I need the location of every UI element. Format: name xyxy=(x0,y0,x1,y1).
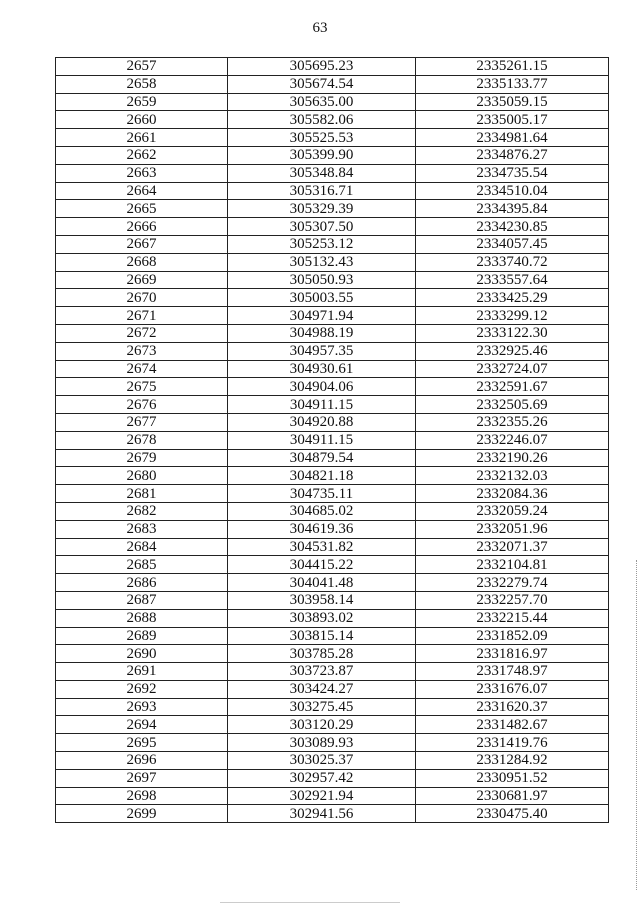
point-number-cell: 2661 xyxy=(56,129,228,147)
x-coordinate-cell: 304988.19 xyxy=(228,324,416,342)
y-coordinate-cell: 2331816.97 xyxy=(416,645,609,663)
x-coordinate-cell: 305132.43 xyxy=(228,253,416,271)
y-coordinate-cell: 2332051.96 xyxy=(416,520,609,538)
point-number-cell: 2674 xyxy=(56,360,228,378)
x-coordinate-cell: 304041.48 xyxy=(228,574,416,592)
table-row xyxy=(56,360,609,378)
x-coordinate-cell: 305050.93 xyxy=(228,271,416,289)
table-row xyxy=(56,680,609,698)
table-row xyxy=(56,645,609,663)
y-coordinate-cell: 2332132.03 xyxy=(416,467,609,485)
table-row xyxy=(56,253,609,271)
point-number-cell: 2688 xyxy=(56,609,228,627)
table-row xyxy=(56,129,609,147)
y-coordinate-cell: 2332591.67 xyxy=(416,378,609,396)
y-coordinate-cell: 2332084.36 xyxy=(416,485,609,503)
point-number-cell: 2690 xyxy=(56,645,228,663)
table-row xyxy=(56,716,609,734)
y-coordinate-cell: 2334057.45 xyxy=(416,235,609,253)
x-coordinate-cell: 305003.55 xyxy=(228,289,416,307)
y-coordinate-cell: 2332257.70 xyxy=(416,591,609,609)
y-coordinate-cell: 2334876.27 xyxy=(416,146,609,164)
table-row xyxy=(56,609,609,627)
x-coordinate-cell: 303275.45 xyxy=(228,698,416,716)
x-coordinate-cell: 305525.53 xyxy=(228,129,416,147)
x-coordinate-cell: 303089.93 xyxy=(228,734,416,752)
x-coordinate-cell: 304904.06 xyxy=(228,378,416,396)
y-coordinate-cell: 2330681.97 xyxy=(416,787,609,805)
point-number-cell: 2660 xyxy=(56,111,228,129)
x-coordinate-cell: 305253.12 xyxy=(228,235,416,253)
x-coordinate-cell: 304735.11 xyxy=(228,485,416,503)
table-row xyxy=(56,449,609,467)
y-coordinate-cell: 2333425.29 xyxy=(416,289,609,307)
y-coordinate-cell: 2331620.37 xyxy=(416,698,609,716)
x-coordinate-cell: 303120.29 xyxy=(228,716,416,734)
point-number-cell: 2681 xyxy=(56,485,228,503)
x-coordinate-cell: 303723.87 xyxy=(228,663,416,681)
y-coordinate-cell: 2335005.17 xyxy=(416,111,609,129)
x-coordinate-cell: 303893.02 xyxy=(228,609,416,627)
table-row xyxy=(56,734,609,752)
table-row xyxy=(56,200,609,218)
table-row xyxy=(56,271,609,289)
table-row xyxy=(56,307,609,325)
point-number-cell: 2680 xyxy=(56,467,228,485)
scan-edge-artifact xyxy=(634,560,637,890)
point-number-cell: 2672 xyxy=(56,324,228,342)
point-number-cell: 2687 xyxy=(56,591,228,609)
y-coordinate-cell: 2332925.46 xyxy=(416,342,609,360)
point-number-cell: 2670 xyxy=(56,289,228,307)
bottom-scan-line xyxy=(220,902,400,903)
table-row xyxy=(56,396,609,414)
x-coordinate-cell: 304821.18 xyxy=(228,467,416,485)
y-coordinate-cell: 2331852.09 xyxy=(416,627,609,645)
point-number-cell: 2679 xyxy=(56,449,228,467)
y-coordinate-cell: 2333557.64 xyxy=(416,271,609,289)
x-coordinate-cell: 305329.39 xyxy=(228,200,416,218)
x-coordinate-cell: 304531.82 xyxy=(228,538,416,556)
point-number-cell: 2683 xyxy=(56,520,228,538)
y-coordinate-cell: 2334230.85 xyxy=(416,218,609,236)
table-row xyxy=(56,164,609,182)
table-row xyxy=(56,591,609,609)
table-row xyxy=(56,520,609,538)
point-number-cell: 2667 xyxy=(56,235,228,253)
table-row xyxy=(56,502,609,520)
y-coordinate-cell: 2332505.69 xyxy=(416,396,609,414)
point-number-cell: 2691 xyxy=(56,663,228,681)
x-coordinate-cell: 305307.50 xyxy=(228,218,416,236)
x-coordinate-cell: 305582.06 xyxy=(228,111,416,129)
table-row xyxy=(56,467,609,485)
table-row xyxy=(56,413,609,431)
table-row xyxy=(56,146,609,164)
table-row xyxy=(56,574,609,592)
x-coordinate-cell: 304911.15 xyxy=(228,431,416,449)
table-row xyxy=(56,431,609,449)
point-number-cell: 2698 xyxy=(56,787,228,805)
x-coordinate-cell: 303958.14 xyxy=(228,591,416,609)
y-coordinate-cell: 2334510.04 xyxy=(416,182,609,200)
x-coordinate-cell: 305674.54 xyxy=(228,75,416,93)
x-coordinate-cell: 302941.56 xyxy=(228,805,416,823)
table-row xyxy=(56,182,609,200)
y-coordinate-cell: 2333122.30 xyxy=(416,324,609,342)
y-coordinate-cell: 2332246.07 xyxy=(416,431,609,449)
point-number-cell: 2699 xyxy=(56,805,228,823)
point-number-cell: 2658 xyxy=(56,75,228,93)
y-coordinate-cell: 2332104.81 xyxy=(416,556,609,574)
point-number-cell: 2668 xyxy=(56,253,228,271)
table-row xyxy=(56,93,609,111)
x-coordinate-cell: 305348.84 xyxy=(228,164,416,182)
y-coordinate-cell: 2332215.44 xyxy=(416,609,609,627)
y-coordinate-cell: 2332355.26 xyxy=(416,413,609,431)
table-row xyxy=(56,378,609,396)
x-coordinate-cell: 304619.36 xyxy=(228,520,416,538)
x-coordinate-cell: 305399.90 xyxy=(228,146,416,164)
x-coordinate-cell: 303025.37 xyxy=(228,752,416,770)
point-number-cell: 2666 xyxy=(56,218,228,236)
x-coordinate-cell: 305635.00 xyxy=(228,93,416,111)
y-coordinate-cell: 2332059.24 xyxy=(416,502,609,520)
point-number-cell: 2689 xyxy=(56,627,228,645)
y-coordinate-cell: 2331482.67 xyxy=(416,716,609,734)
x-coordinate-cell: 303424.27 xyxy=(228,680,416,698)
table-row xyxy=(56,324,609,342)
point-number-cell: 2675 xyxy=(56,378,228,396)
table-row xyxy=(56,235,609,253)
x-coordinate-cell: 304971.94 xyxy=(228,307,416,325)
point-number-cell: 2678 xyxy=(56,431,228,449)
x-coordinate-cell: 303785.28 xyxy=(228,645,416,663)
point-number-cell: 2694 xyxy=(56,716,228,734)
y-coordinate-cell: 2332279.74 xyxy=(416,574,609,592)
y-coordinate-cell: 2332190.26 xyxy=(416,449,609,467)
table-row xyxy=(56,485,609,503)
table-row xyxy=(56,538,609,556)
y-coordinate-cell: 2333740.72 xyxy=(416,253,609,271)
table-row xyxy=(56,663,609,681)
y-coordinate-cell: 2333299.12 xyxy=(416,307,609,325)
table-row xyxy=(56,787,609,805)
y-coordinate-cell: 2335133.77 xyxy=(416,75,609,93)
page-number: 63 xyxy=(312,20,328,36)
x-coordinate-cell: 304685.02 xyxy=(228,502,416,520)
table-row xyxy=(56,289,609,307)
point-number-cell: 2686 xyxy=(56,574,228,592)
point-number-cell: 2693 xyxy=(56,698,228,716)
table-row xyxy=(56,752,609,770)
table-row xyxy=(56,111,609,129)
x-coordinate-cell: 304957.35 xyxy=(228,342,416,360)
point-number-cell: 2673 xyxy=(56,342,228,360)
x-coordinate-cell: 304920.88 xyxy=(228,413,416,431)
x-coordinate-cell: 304879.54 xyxy=(228,449,416,467)
x-coordinate-cell: 302957.42 xyxy=(228,769,416,787)
x-coordinate-cell: 302921.94 xyxy=(228,787,416,805)
y-coordinate-cell: 2335059.15 xyxy=(416,93,609,111)
table-row xyxy=(56,342,609,360)
table-row xyxy=(56,698,609,716)
point-number-cell: 2671 xyxy=(56,307,228,325)
y-coordinate-cell: 2330475.40 xyxy=(416,805,609,823)
point-number-cell: 2663 xyxy=(56,164,228,182)
coordinates-table-container xyxy=(55,57,608,823)
table-row xyxy=(56,627,609,645)
y-coordinate-cell: 2332724.07 xyxy=(416,360,609,378)
x-coordinate-cell: 304911.15 xyxy=(228,396,416,414)
point-number-cell: 2695 xyxy=(56,734,228,752)
table-row xyxy=(56,556,609,574)
table-row xyxy=(56,58,609,76)
point-number-cell: 2677 xyxy=(56,413,228,431)
point-number-cell: 2692 xyxy=(56,680,228,698)
point-number-cell: 2676 xyxy=(56,396,228,414)
y-coordinate-cell: 2331748.97 xyxy=(416,663,609,681)
point-number-cell: 2659 xyxy=(56,93,228,111)
table-row xyxy=(56,218,609,236)
point-number-cell: 2665 xyxy=(56,200,228,218)
y-coordinate-cell: 2331419.76 xyxy=(416,734,609,752)
y-coordinate-cell: 2334395.84 xyxy=(416,200,609,218)
point-number-cell: 2669 xyxy=(56,271,228,289)
y-coordinate-cell: 2331676.07 xyxy=(416,680,609,698)
point-number-cell: 2664 xyxy=(56,182,228,200)
y-coordinate-cell: 2335261.15 xyxy=(416,58,609,76)
point-number-cell: 2685 xyxy=(56,556,228,574)
point-number-cell: 2682 xyxy=(56,502,228,520)
y-coordinate-cell: 2332071.37 xyxy=(416,538,609,556)
x-coordinate-cell: 305695.23 xyxy=(228,58,416,76)
point-number-cell: 2684 xyxy=(56,538,228,556)
coordinates-table-body xyxy=(56,58,609,823)
y-coordinate-cell: 2334981.64 xyxy=(416,129,609,147)
x-coordinate-cell: 304930.61 xyxy=(228,360,416,378)
point-number-cell: 2662 xyxy=(56,146,228,164)
y-coordinate-cell: 2330951.52 xyxy=(416,769,609,787)
coordinates-table xyxy=(55,57,609,823)
table-row xyxy=(56,75,609,93)
y-coordinate-cell: 2331284.92 xyxy=(416,752,609,770)
point-number-cell: 2696 xyxy=(56,752,228,770)
x-coordinate-cell: 303815.14 xyxy=(228,627,416,645)
y-coordinate-cell: 2334735.54 xyxy=(416,164,609,182)
point-number-cell: 2697 xyxy=(56,769,228,787)
table-row xyxy=(56,769,609,787)
x-coordinate-cell: 304415.22 xyxy=(228,556,416,574)
x-coordinate-cell: 305316.71 xyxy=(228,182,416,200)
table-row xyxy=(56,805,609,823)
point-number-cell: 2657 xyxy=(56,58,228,76)
